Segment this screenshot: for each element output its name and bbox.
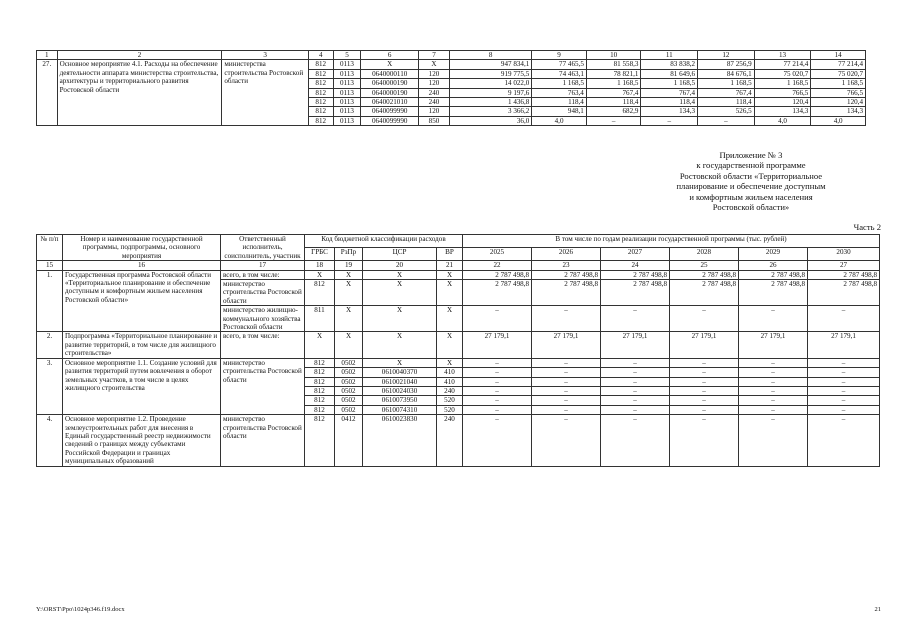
- col-num: 2: [57, 51, 222, 60]
- col-num: 21: [437, 261, 463, 270]
- csr-cell: X: [361, 60, 419, 69]
- grbs-cell: 812: [308, 60, 333, 69]
- value-cell: 81 558,3: [586, 60, 641, 69]
- grbs-cell: X: [305, 270, 335, 279]
- year-value: –: [670, 415, 739, 466]
- grbs-cell: 812: [308, 88, 333, 97]
- col-num: 5: [333, 51, 361, 60]
- grbs-cell: 812: [305, 358, 335, 367]
- vr-cell: 240: [437, 415, 463, 466]
- year-value: –: [463, 368, 532, 377]
- value-cell: 118,4: [641, 98, 698, 107]
- rzpr-cell: 0502: [335, 377, 363, 386]
- col-num: 13: [754, 51, 811, 60]
- vr-cell: X: [437, 280, 463, 306]
- vr-cell: 850: [419, 116, 450, 125]
- year-value: 27 179,1: [739, 332, 808, 358]
- year-value: 2 787 498,8: [808, 280, 880, 306]
- year-value: –: [808, 405, 880, 414]
- value-cell: 84 676,1: [698, 69, 755, 78]
- appendix-line: Приложение № 3: [719, 150, 783, 160]
- vr-cell: X: [419, 60, 450, 69]
- csr-cell: 0640000190: [361, 79, 419, 88]
- year-value: 2 787 498,8: [670, 280, 739, 306]
- value-cell: 767,4: [641, 88, 698, 97]
- header-num: № п/п: [37, 235, 63, 261]
- grbs-cell: 812: [308, 116, 333, 125]
- rzpr-cell: 0113: [333, 88, 361, 97]
- value-cell: 118,4: [586, 98, 641, 107]
- continuation-table: [36, 50, 866, 126]
- vr-cell: 240: [419, 88, 450, 97]
- header-years-title: В том числе по годам реализации государственной программы (тыс. рублей): [463, 235, 880, 248]
- value-cell: 77 465,5: [532, 60, 587, 69]
- col-num: 17: [221, 261, 305, 270]
- year-value: 2 787 498,8: [739, 270, 808, 279]
- year-value: –: [739, 358, 808, 367]
- document-path: Y:\ORST\Ppo\1024p346.f19.docx: [36, 606, 125, 613]
- year-value: –: [463, 386, 532, 395]
- part-label: Часть 2: [853, 222, 881, 232]
- value-cell: –: [586, 116, 641, 125]
- header-row: [37, 235, 880, 248]
- row-number: 3.: [37, 358, 63, 414]
- col-num: 23: [532, 261, 601, 270]
- value-cell: 766,5: [811, 88, 866, 97]
- year-value: –: [739, 415, 808, 466]
- executor: всего, в том числе:: [221, 270, 305, 279]
- year-value: 27 179,1: [463, 332, 532, 358]
- csr-cell: X: [363, 270, 437, 279]
- grbs-cell: 812: [305, 386, 335, 395]
- year-value: 2 787 498,8: [532, 270, 601, 279]
- year-value: –: [808, 368, 880, 377]
- col-num: 7: [419, 51, 450, 60]
- year-value: –: [739, 396, 808, 405]
- rzpr-cell: 0113: [333, 98, 361, 107]
- value-cell: 134,3: [754, 107, 811, 116]
- csr-cell: X: [363, 358, 437, 367]
- header-year: 2028: [670, 248, 739, 261]
- header-year: 2030: [808, 248, 880, 261]
- year-value: –: [670, 377, 739, 386]
- col-num: 12: [698, 51, 755, 60]
- year-value: –: [601, 415, 670, 466]
- executor: министерство строительства Ростовской области: [221, 415, 305, 466]
- rzpr-cell: 0502: [335, 368, 363, 377]
- csr-cell: X: [363, 332, 437, 358]
- year-value: –: [808, 415, 880, 466]
- header-year: 2027: [601, 248, 670, 261]
- subprogram-name: Подпрограмма «Территориальное планирование и развитие территорий, в том числе для жилищного строительства»: [63, 332, 221, 358]
- year-value: 2 787 498,8: [601, 270, 670, 279]
- rzpr-cell: 0113: [333, 107, 361, 116]
- expenditure-table: [36, 234, 880, 467]
- year-value: –: [532, 405, 601, 414]
- year-value: 27 179,1: [808, 332, 880, 358]
- table-row: [37, 415, 880, 466]
- value-cell: 77 214,4: [811, 60, 866, 69]
- year-value: –: [670, 368, 739, 377]
- year-value: 2 787 498,8: [532, 280, 601, 306]
- header-executor: Ответственный исполнитель, соисполнитель, участник: [221, 235, 305, 261]
- csr-cell: 0640021010: [361, 98, 419, 107]
- col-num: 11: [641, 51, 698, 60]
- table-row: [37, 332, 880, 358]
- year-value: –: [601, 386, 670, 395]
- rzpr-cell: X: [335, 332, 363, 358]
- year-value: –: [739, 386, 808, 395]
- col-num: 10: [586, 51, 641, 60]
- col-num: 19: [335, 261, 363, 270]
- year-value: 2 787 498,8: [463, 280, 532, 306]
- rzpr-cell: 0113: [333, 69, 361, 78]
- value-cell: 682,9: [586, 107, 641, 116]
- year-value: –: [463, 377, 532, 386]
- value-cell: 4,0: [532, 116, 587, 125]
- csr-cell: 0610040370: [363, 368, 437, 377]
- value-cell: 3 366,2: [449, 107, 531, 116]
- value-cell: 134,3: [811, 107, 866, 116]
- col-num: 27: [808, 261, 880, 270]
- value-cell: 1 436,8: [449, 98, 531, 107]
- grbs-cell: 812: [308, 69, 333, 78]
- value-cell: 4,0: [811, 116, 866, 125]
- grbs-cell: 811: [305, 306, 335, 332]
- col-num: 6: [361, 51, 419, 60]
- col-num: 18: [305, 261, 335, 270]
- year-value: –: [670, 358, 739, 367]
- value-cell: 118,4: [532, 98, 587, 107]
- appendix-line: к государственной программе: [696, 160, 806, 171]
- value-cell: 947 834,1: [449, 60, 531, 69]
- year-value: –: [601, 377, 670, 386]
- col-num: 16: [63, 261, 221, 270]
- value-cell: 919 775,5: [449, 69, 531, 78]
- appendix-heading: [621, 150, 881, 212]
- value-cell: 1 168,5: [586, 79, 641, 88]
- rzpr-cell: 0502: [335, 405, 363, 414]
- year-value: 2 787 498,8: [739, 280, 808, 306]
- csr-cell: 0640000110: [361, 69, 419, 78]
- col-num: 14: [811, 51, 866, 60]
- year-value: 2 787 498,8: [808, 270, 880, 279]
- csr-cell: 0640099990: [361, 116, 419, 125]
- col-num: 9: [532, 51, 587, 60]
- header-year: 2029: [739, 248, 808, 261]
- col-num: 1: [37, 51, 58, 60]
- year-value: –: [739, 306, 808, 332]
- vr-cell: 120: [419, 69, 450, 78]
- grbs-cell: 812: [305, 377, 335, 386]
- year-value: –: [601, 396, 670, 405]
- year-value: –: [739, 405, 808, 414]
- year-value: –: [808, 306, 880, 332]
- executor: министерства строительства Ростовской области: [222, 60, 309, 126]
- value-cell: 74 463,1: [532, 69, 587, 78]
- year-value: 2 787 498,8: [601, 280, 670, 306]
- executor: министерство строительства Ростовской области: [221, 358, 305, 414]
- value-cell: 81 649,6: [641, 69, 698, 78]
- vr-cell: 410: [437, 377, 463, 386]
- grbs-cell: 812: [305, 415, 335, 466]
- grbs-cell: 812: [308, 107, 333, 116]
- year-value: –: [463, 306, 532, 332]
- col-num: 22: [463, 261, 532, 270]
- year-value: 27 179,1: [670, 332, 739, 358]
- value-cell: –: [641, 116, 698, 125]
- year-value: –: [670, 386, 739, 395]
- header-vr: ВР: [437, 248, 463, 261]
- col-num: 20: [363, 261, 437, 270]
- grbs-cell: 812: [305, 396, 335, 405]
- col-num: 24: [601, 261, 670, 270]
- vr-cell: X: [437, 358, 463, 367]
- year-value: –: [808, 396, 880, 405]
- row-number: 4.: [37, 415, 63, 466]
- value-cell: –: [698, 116, 755, 125]
- vr-cell: X: [437, 332, 463, 358]
- appendix-line: планирование и обеспечение доступным: [676, 181, 826, 192]
- grbs-cell: X: [305, 332, 335, 358]
- year-value: –: [532, 396, 601, 405]
- value-cell: 767,4: [698, 88, 755, 97]
- program-name: Государственная программа Ростовской области «Территориальное планирование и обеспечение доступным и комфортным жильем населения Ростовской области»: [63, 270, 221, 332]
- vr-cell: 520: [437, 405, 463, 414]
- year-value: –: [532, 415, 601, 466]
- value-cell: 120,4: [754, 98, 811, 107]
- value-cell: 120,4: [811, 98, 866, 107]
- rzpr-cell: X: [335, 270, 363, 279]
- header-grbs: ГРБС: [305, 248, 335, 261]
- value-cell: 766,5: [754, 88, 811, 97]
- grbs-cell: 812: [308, 98, 333, 107]
- row-number: 1.: [37, 270, 63, 332]
- col-num: 15: [37, 261, 63, 270]
- value-cell: 763,4: [532, 88, 587, 97]
- csr-cell: 0610024030: [363, 386, 437, 395]
- value-cell: 1 168,5: [532, 79, 587, 88]
- header-year: 2025: [463, 248, 532, 261]
- rzpr-cell: 0113: [333, 79, 361, 88]
- value-cell: 767,4: [586, 88, 641, 97]
- appendix-line: Ростовской области»: [712, 202, 790, 213]
- value-cell: 1 168,5: [641, 79, 698, 88]
- vr-cell: 240: [419, 98, 450, 107]
- row-number: 27.: [37, 60, 58, 126]
- header-year: 2026: [532, 248, 601, 261]
- year-value: 27 179,1: [532, 332, 601, 358]
- year-value: –: [670, 396, 739, 405]
- grbs-cell: 812: [305, 368, 335, 377]
- value-cell: 77 214,4: [754, 60, 811, 69]
- grbs-cell: 812: [305, 280, 335, 306]
- year-value: –: [601, 368, 670, 377]
- csr-cell: 0640000190: [361, 88, 419, 97]
- value-cell: 75 020,7: [811, 69, 866, 78]
- value-cell: 36,0: [449, 116, 531, 125]
- executor: министерство строительства Ростовской области: [221, 280, 305, 306]
- year-value: 2 787 498,8: [463, 270, 532, 279]
- header-rzpr: РзПр: [335, 248, 363, 261]
- csr-cell: 0610074310: [363, 405, 437, 414]
- csr-cell: 0610073950: [363, 396, 437, 405]
- csr-cell: X: [363, 306, 437, 332]
- appendix-line: и комфортным жильем населения: [689, 191, 813, 202]
- table-row: [37, 358, 880, 367]
- col-num: 8: [449, 51, 531, 60]
- vr-cell: X: [437, 270, 463, 279]
- executor: всего, в том числе:: [221, 332, 305, 358]
- csr-cell: 0640099990: [361, 107, 419, 116]
- value-cell: 1 168,5: [811, 79, 866, 88]
- year-value: 2 787 498,8: [670, 270, 739, 279]
- rzpr-cell: 0502: [335, 386, 363, 395]
- csr-cell: 0610021040: [363, 377, 437, 386]
- value-cell: 75 020,7: [754, 69, 811, 78]
- vr-cell: 120: [419, 107, 450, 116]
- column-number-row: [37, 261, 880, 270]
- column-number-row: [37, 51, 866, 60]
- value-cell: 83 838,2: [641, 60, 698, 69]
- rzpr-cell: 0113: [333, 60, 361, 69]
- value-cell: 87 256,9: [698, 60, 755, 69]
- col-num: 4: [308, 51, 333, 60]
- page-number: 21: [874, 606, 881, 613]
- vr-cell: X: [437, 306, 463, 332]
- table-row: [37, 60, 866, 69]
- year-value: –: [601, 405, 670, 414]
- year-value: –: [808, 386, 880, 395]
- row-number: 2.: [37, 332, 63, 358]
- header-name: Номер и наименование государственной программы, подпрограммы, основного мероприятия: [63, 235, 221, 261]
- value-cell: 1 168,5: [698, 79, 755, 88]
- appendix-line: Ростовской области «Территориальное: [679, 170, 823, 181]
- vr-cell: 120: [419, 79, 450, 88]
- grbs-cell: 812: [305, 405, 335, 414]
- value-cell: 1 168,5: [754, 79, 811, 88]
- rzpr-cell: 0412: [335, 415, 363, 466]
- header-csr: ЦСР: [363, 248, 437, 261]
- col-num: 25: [670, 261, 739, 270]
- year-value: –: [601, 358, 670, 367]
- year-value: –: [670, 405, 739, 414]
- table-row: [37, 270, 880, 279]
- rzpr-cell: X: [335, 306, 363, 332]
- vr-cell: 520: [437, 396, 463, 405]
- value-cell: 526,5: [698, 107, 755, 116]
- year-value: –: [601, 306, 670, 332]
- col-num: 3: [222, 51, 309, 60]
- year-value: –: [463, 396, 532, 405]
- year-value: –: [739, 368, 808, 377]
- csr-cell: X: [363, 280, 437, 306]
- year-value: –: [463, 415, 532, 466]
- vr-cell: 240: [437, 386, 463, 395]
- header-budget-code: Код бюджетной классификации расходов: [305, 235, 463, 248]
- year-value: –: [739, 377, 808, 386]
- rzpr-cell: 0113: [333, 116, 361, 125]
- col-num: 26: [739, 261, 808, 270]
- csr-cell: 0610023830: [363, 415, 437, 466]
- value-cell: 9 197,6: [449, 88, 531, 97]
- vr-cell: 410: [437, 368, 463, 377]
- year-value: –: [532, 358, 601, 367]
- measure-name: Основное мероприятие 1.1. Создание условий для развития территорий путем вовлечения в оборот земельных участков, в том числе в целях жилищного строительства: [63, 358, 221, 414]
- value-cell: 78 821,1: [586, 69, 641, 78]
- value-cell: 134,3: [641, 107, 698, 116]
- rzpr-cell: 0502: [335, 358, 363, 367]
- executor: министерство жилищно-коммунального хозяйства Ростовской области: [221, 306, 305, 332]
- year-value: –: [532, 306, 601, 332]
- measure-name: Основное мероприятие 1.2. Проведение землеустроительных работ для внесения в Единый государственный реестр недвижимости сведений о границах между субъектами Российской Федерации и границах муниципальных образований: [63, 415, 221, 466]
- year-value: –: [808, 358, 880, 367]
- value-cell: 118,4: [698, 98, 755, 107]
- year-value: –: [463, 405, 532, 414]
- year-value: 27 179,1: [601, 332, 670, 358]
- value-cell: 14 022,0: [449, 79, 531, 88]
- value-cell: 948,1: [532, 107, 587, 116]
- measure-name: Основное мероприятие 4.1. Расходы на обеспечение деятельности аппарата министерства строительства, архитектуры и территориального развития Ростовской области: [57, 60, 222, 126]
- year-value: –: [670, 306, 739, 332]
- year-value: –: [532, 377, 601, 386]
- year-value: –: [463, 358, 532, 367]
- value-cell: 4,0: [754, 116, 811, 125]
- year-value: –: [532, 386, 601, 395]
- rzpr-cell: 0502: [335, 396, 363, 405]
- rzpr-cell: X: [335, 280, 363, 306]
- year-value: –: [808, 377, 880, 386]
- year-value: –: [532, 368, 601, 377]
- grbs-cell: 812: [308, 79, 333, 88]
